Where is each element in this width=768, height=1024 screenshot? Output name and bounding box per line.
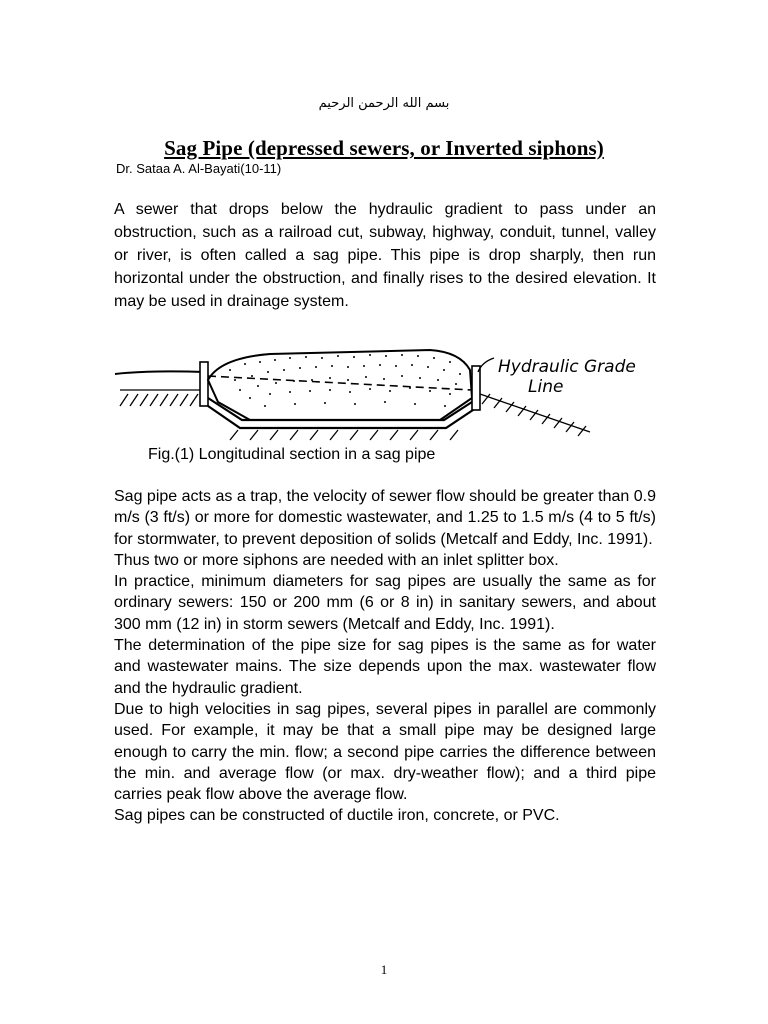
paragraph-velocity: Sag pipe acts as a trap, the velocity of sewer flow should be greater than 0.9 m/s (3 ft/s) or more for domestic wastewater, and 1.25 to 1.5 m/s (4 to 5 ft/s) for stormwater, to prevent deposition of solids (Metcalf and Eddy, Inc. 1991).	[114, 488, 656, 548]
ground-hatch-right	[480, 394, 590, 436]
paragraph-parallel-pipes: Due to high velocities in sag pipes, several pipes in parallel are commonly used. For example, it may be that a small pipe may be designed large enough to carry the min. flow; a second pipe carries the difference between the min. and average flow (or max. dry-weather flow); and a third pipe carries peak flow above the average flow.	[114, 700, 656, 804]
intro-paragraph	[114, 198, 656, 313]
sag-pipe-drawing	[110, 336, 660, 446]
hgl-label-line1: Hydraulic Grade	[498, 357, 636, 377]
page-number: 1	[380, 962, 388, 977]
sag-pipe-figure	[110, 336, 660, 446]
outlet-chamber	[472, 366, 480, 410]
paragraph-pipe-size: The determination of the pipe size for sag pipes is the same as for water and wastewater mains. The size depends upon the max. wastewater flow and the hydraulic gradient.	[114, 637, 656, 697]
water-surface-left	[115, 371, 205, 374]
bismillah-heading: بسم الله الرحمن الرحيم	[318, 96, 450, 111]
intro-text: A sewer that drops below the hydraulic gradient to pass under an obstruction, such as a railroad cut, subway, highway, conduit, tunnel, valley or river, is often called a sag pipe. This pipe is drop sharply, then run horizontal under the obstruction, and finally rises to the desired elevation. It may be used in drainage system.	[114, 201, 656, 310]
inlet-chamber	[200, 362, 208, 406]
paragraph-materials: Sag pipes can be constructed of ductile iron, concrete, or PVC.	[114, 807, 560, 825]
author-line: Dr. Sataa A. Al-Bayati(10-11)	[116, 161, 282, 176]
embankment-outline	[208, 350, 472, 420]
paragraph-diameters: In practice, minimum diameters for sag pipes are usually the same as for ordinary sewers: 150 or 200 mm (6 or 8 in) in sanitary sewers, and about 300 mm (12 in) in storm sewers (Metcalf and Eddy, Inc. 1991).	[114, 573, 656, 633]
figure-caption: Fig.(1) Longitudinal section in a sag pipe	[148, 446, 436, 463]
ground-hatch-left	[120, 390, 205, 406]
paragraph-siphons: Thus two or more siphons are needed with an inlet splitter box.	[114, 551, 559, 569]
ground-hatch-bottom	[230, 430, 458, 440]
body-paragraphs	[114, 486, 656, 827]
page-title: Sag Pipe (depressed sewers, or Inverted siphons)	[164, 136, 604, 160]
hgl-label-line2: Line	[528, 377, 564, 397]
